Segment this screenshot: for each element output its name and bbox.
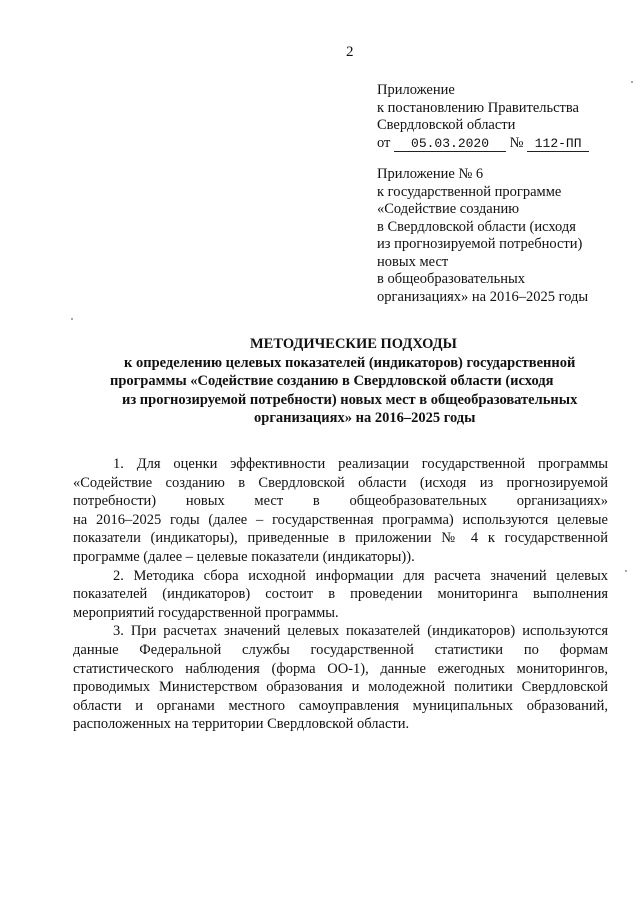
- paragraph-1-line: 1. Для оценки эффективности реализации государственной программы: [113, 456, 608, 472]
- scan-speck: [631, 81, 633, 83]
- paragraph-1-line: на 2016–2025 годы (далее – государственная программа) используются целевые: [73, 511, 608, 528]
- paragraph-1-line: потребности) новых мест в общеобразовательных организациях»: [73, 493, 608, 510]
- document-title: [60, 335, 600, 428]
- paragraph-3-line: проводимых Министерством образования и молодежной политики Свердловской: [73, 679, 608, 696]
- appendix-header: [377, 82, 617, 152]
- scan-speck: [71, 318, 73, 320]
- appendix-decree-line: к постановлению Правительства: [377, 99, 579, 116]
- appendix-6-line: новых мест: [377, 253, 449, 270]
- appendix-6-line: к государственной программе: [377, 183, 562, 200]
- title-line: организациях» на 2016–2025 годы: [254, 410, 476, 426]
- from-label: от: [377, 134, 391, 151]
- appendix-label: Приложение: [377, 82, 455, 98]
- appendix-6-header: [377, 166, 617, 306]
- paragraph-3-line: 3. При расчетах значений целевых показателей (индикаторов) используются: [113, 623, 608, 640]
- title-line: программы «Содействие созданию в Свердловской области (исходя: [110, 373, 554, 389]
- decree-number: 112-ПП: [527, 137, 589, 152]
- paragraph-1-line: показатели (индикаторы), приведенные в приложении № 4 к государственной: [73, 530, 608, 547]
- title-heading: МЕТОДИЧЕСКИЕ ПОДХОДЫ: [250, 336, 457, 352]
- appendix-6-line: из прогнозируемой потребности): [377, 236, 583, 252]
- decree-date-number-line: [377, 135, 617, 153]
- paragraph-3-line: статистического наблюдения (форма ОО-1), данные ежегодных мониторингов,: [73, 660, 608, 677]
- paragraph-2-line: показателей (индикаторов) состоит в проведении мониторинга выполнения: [73, 586, 608, 603]
- paragraph-2-line: мероприятий государственной программы.: [73, 604, 339, 621]
- appendix-6-line: «Содействие созданию: [377, 201, 520, 217]
- page-number: 2: [346, 44, 354, 60]
- appendix-region-line: Свердловской области: [377, 117, 516, 133]
- title-line: из прогнозируемой потребности) новых мест в общеобразовательных: [122, 391, 578, 408]
- scan-speck: [625, 570, 627, 572]
- appendix-6-line: в общеобразовательных: [377, 271, 525, 287]
- appendix-6-line: Приложение № 6: [377, 166, 484, 182]
- number-label: №: [509, 134, 524, 151]
- document-body: [73, 455, 608, 734]
- appendix-6-line: в Свердловской области (исходя: [377, 218, 576, 235]
- paragraph-3-line: расположенных на территории Свердловской области.: [73, 716, 410, 733]
- paragraph-1-line: программе (далее – целевые показатели (индикаторы)).: [73, 548, 415, 565]
- title-line: к определению целевых показателей (индикаторов) государственной: [124, 354, 576, 371]
- paragraph-1-line: «Содействие созданию в Свердловской области (исходя из прогнозируемой: [73, 474, 608, 491]
- decree-date: 05.03.2020: [394, 137, 506, 152]
- paragraph-3-line: данные Федеральной службы государственной статистики по формам: [73, 641, 608, 658]
- paragraph-2-line: 2. Методика сбора исходной информации для расчета значений целевых: [113, 567, 608, 584]
- paragraph-3-line: области и органами местного самоуправления муниципальных образований,: [73, 697, 608, 714]
- appendix-6-line: организациях» на 2016–2025 годы: [377, 288, 589, 305]
